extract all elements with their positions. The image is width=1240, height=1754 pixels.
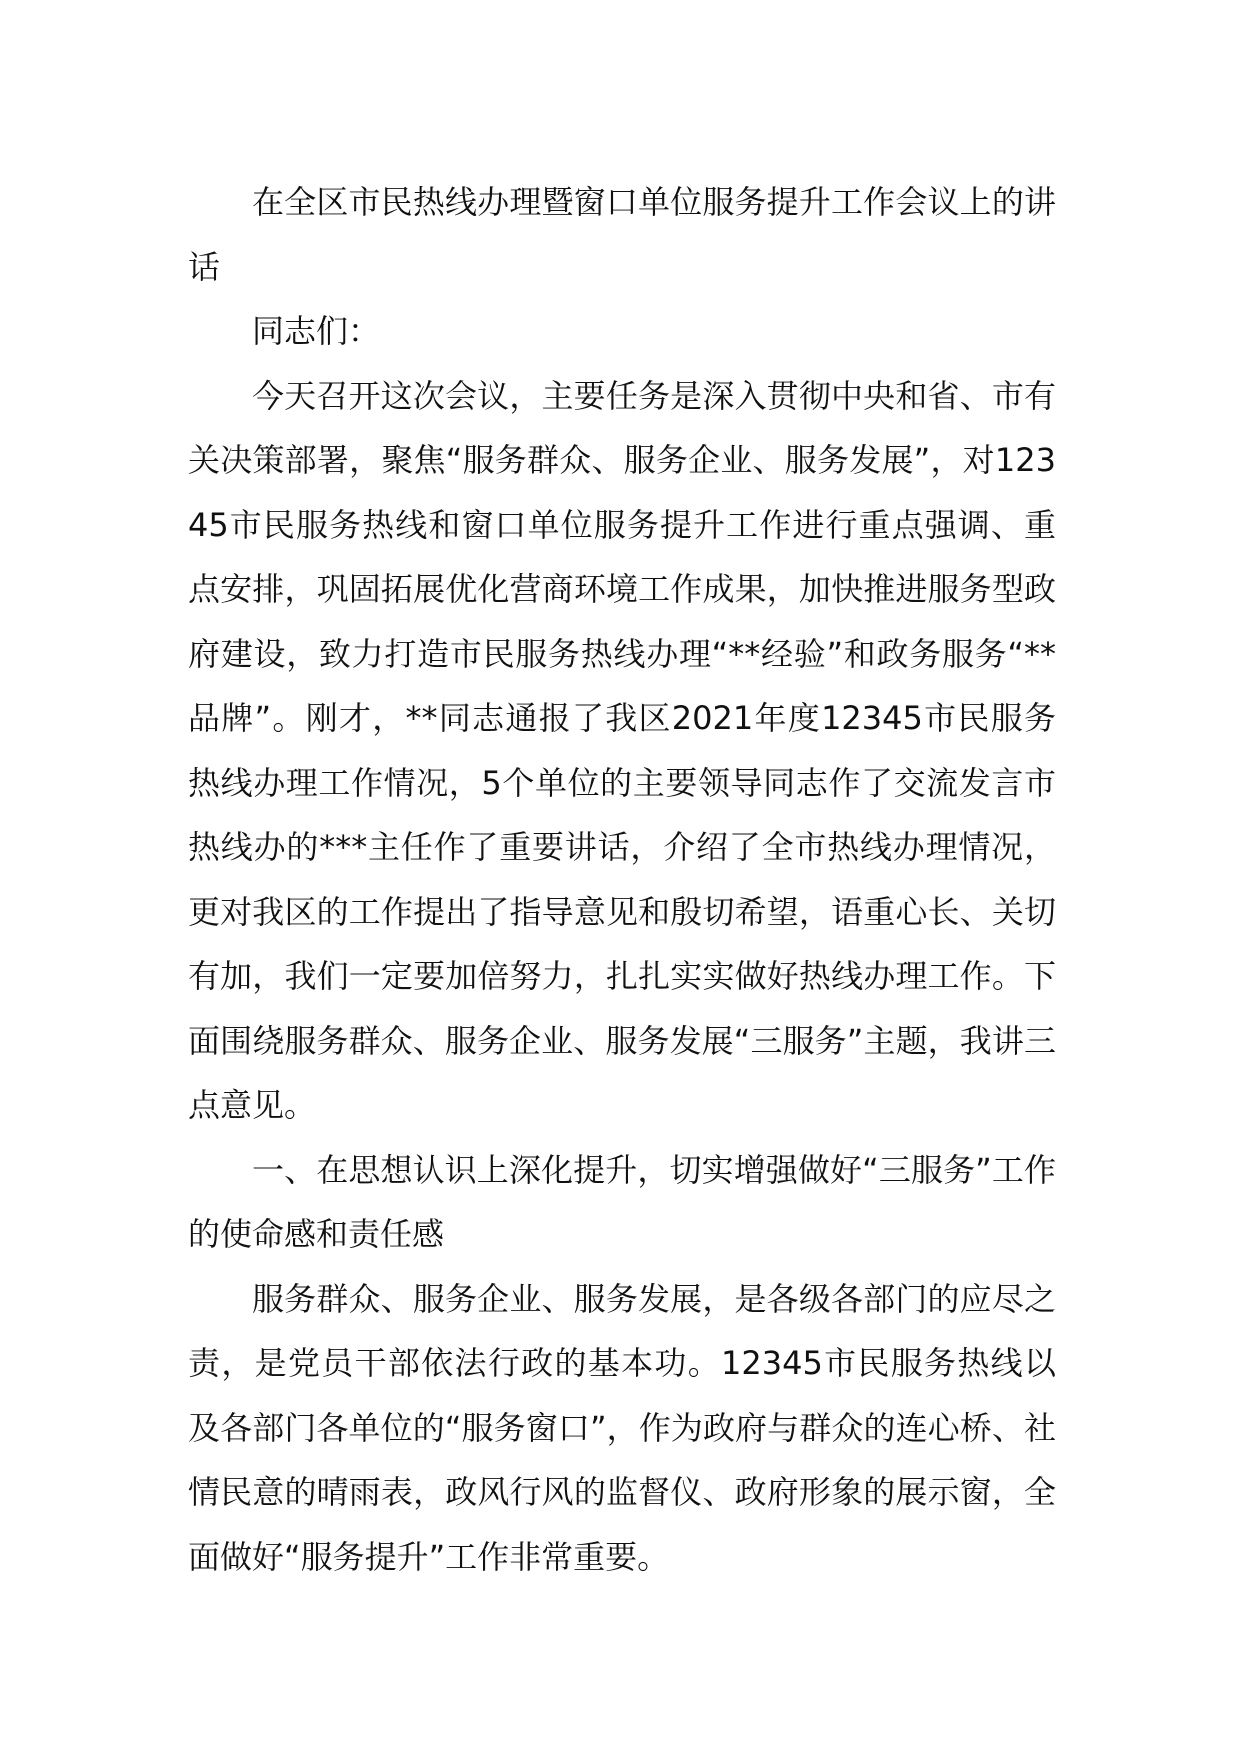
salutation: 同志们： [252, 312, 381, 350]
section-heading-one: 一、在思想认识上深化提升，切实增强做好“三服务”工作的使命感和责任感 [188, 1150, 1056, 1253]
paragraph-opening: 今天召开这次会议，主要任务是深入贯彻中央和省、市有关决策部署，聚焦“服务群众、服务企业、服务发展”，对12345市民服务热线和窗口单位服务提升工作进行重点强调、重点安排，巩固拓展优化营商环境工作成果，加快推进服务型政府建设，致力打造市民服务热线办理“**经验”和政务服务“**品牌”。刚才，**同志通报了我区2021年度12345市民服务热线办理工作情况，5个单位的主要领导同志作了交流发言市热线办的***主任作了重要讲话，介绍了全市热线办理情况，更对我区的工作提出了指导意见和殷切希望，语重心长、关切有加，我们一定要加倍努力，扎扎实实做好热线办理工作。下面围绕服务群众、服务企业、服务发展“三服务”主题，我讲三点意见。 [188, 376, 1056, 1124]
paragraph-section-one: 服务群众、服务企业、服务发展，是各级各部门的应尽之责，是党员干部依法行政的基本功。12345市民服务热线以及各部门各单位的“服务窗口”，作为政府与群众的连心桥、社情民意的晴雨表，政风行风的监督仪、政府形象的展示窗，全面做好“服务提升”工作非常重要。 [188, 1279, 1056, 1576]
document-title: 在全区市民热线办理暨窗口单位服务提升工作会议上的讲话 [188, 183, 1056, 286]
document-body [188, 170, 1056, 1589]
